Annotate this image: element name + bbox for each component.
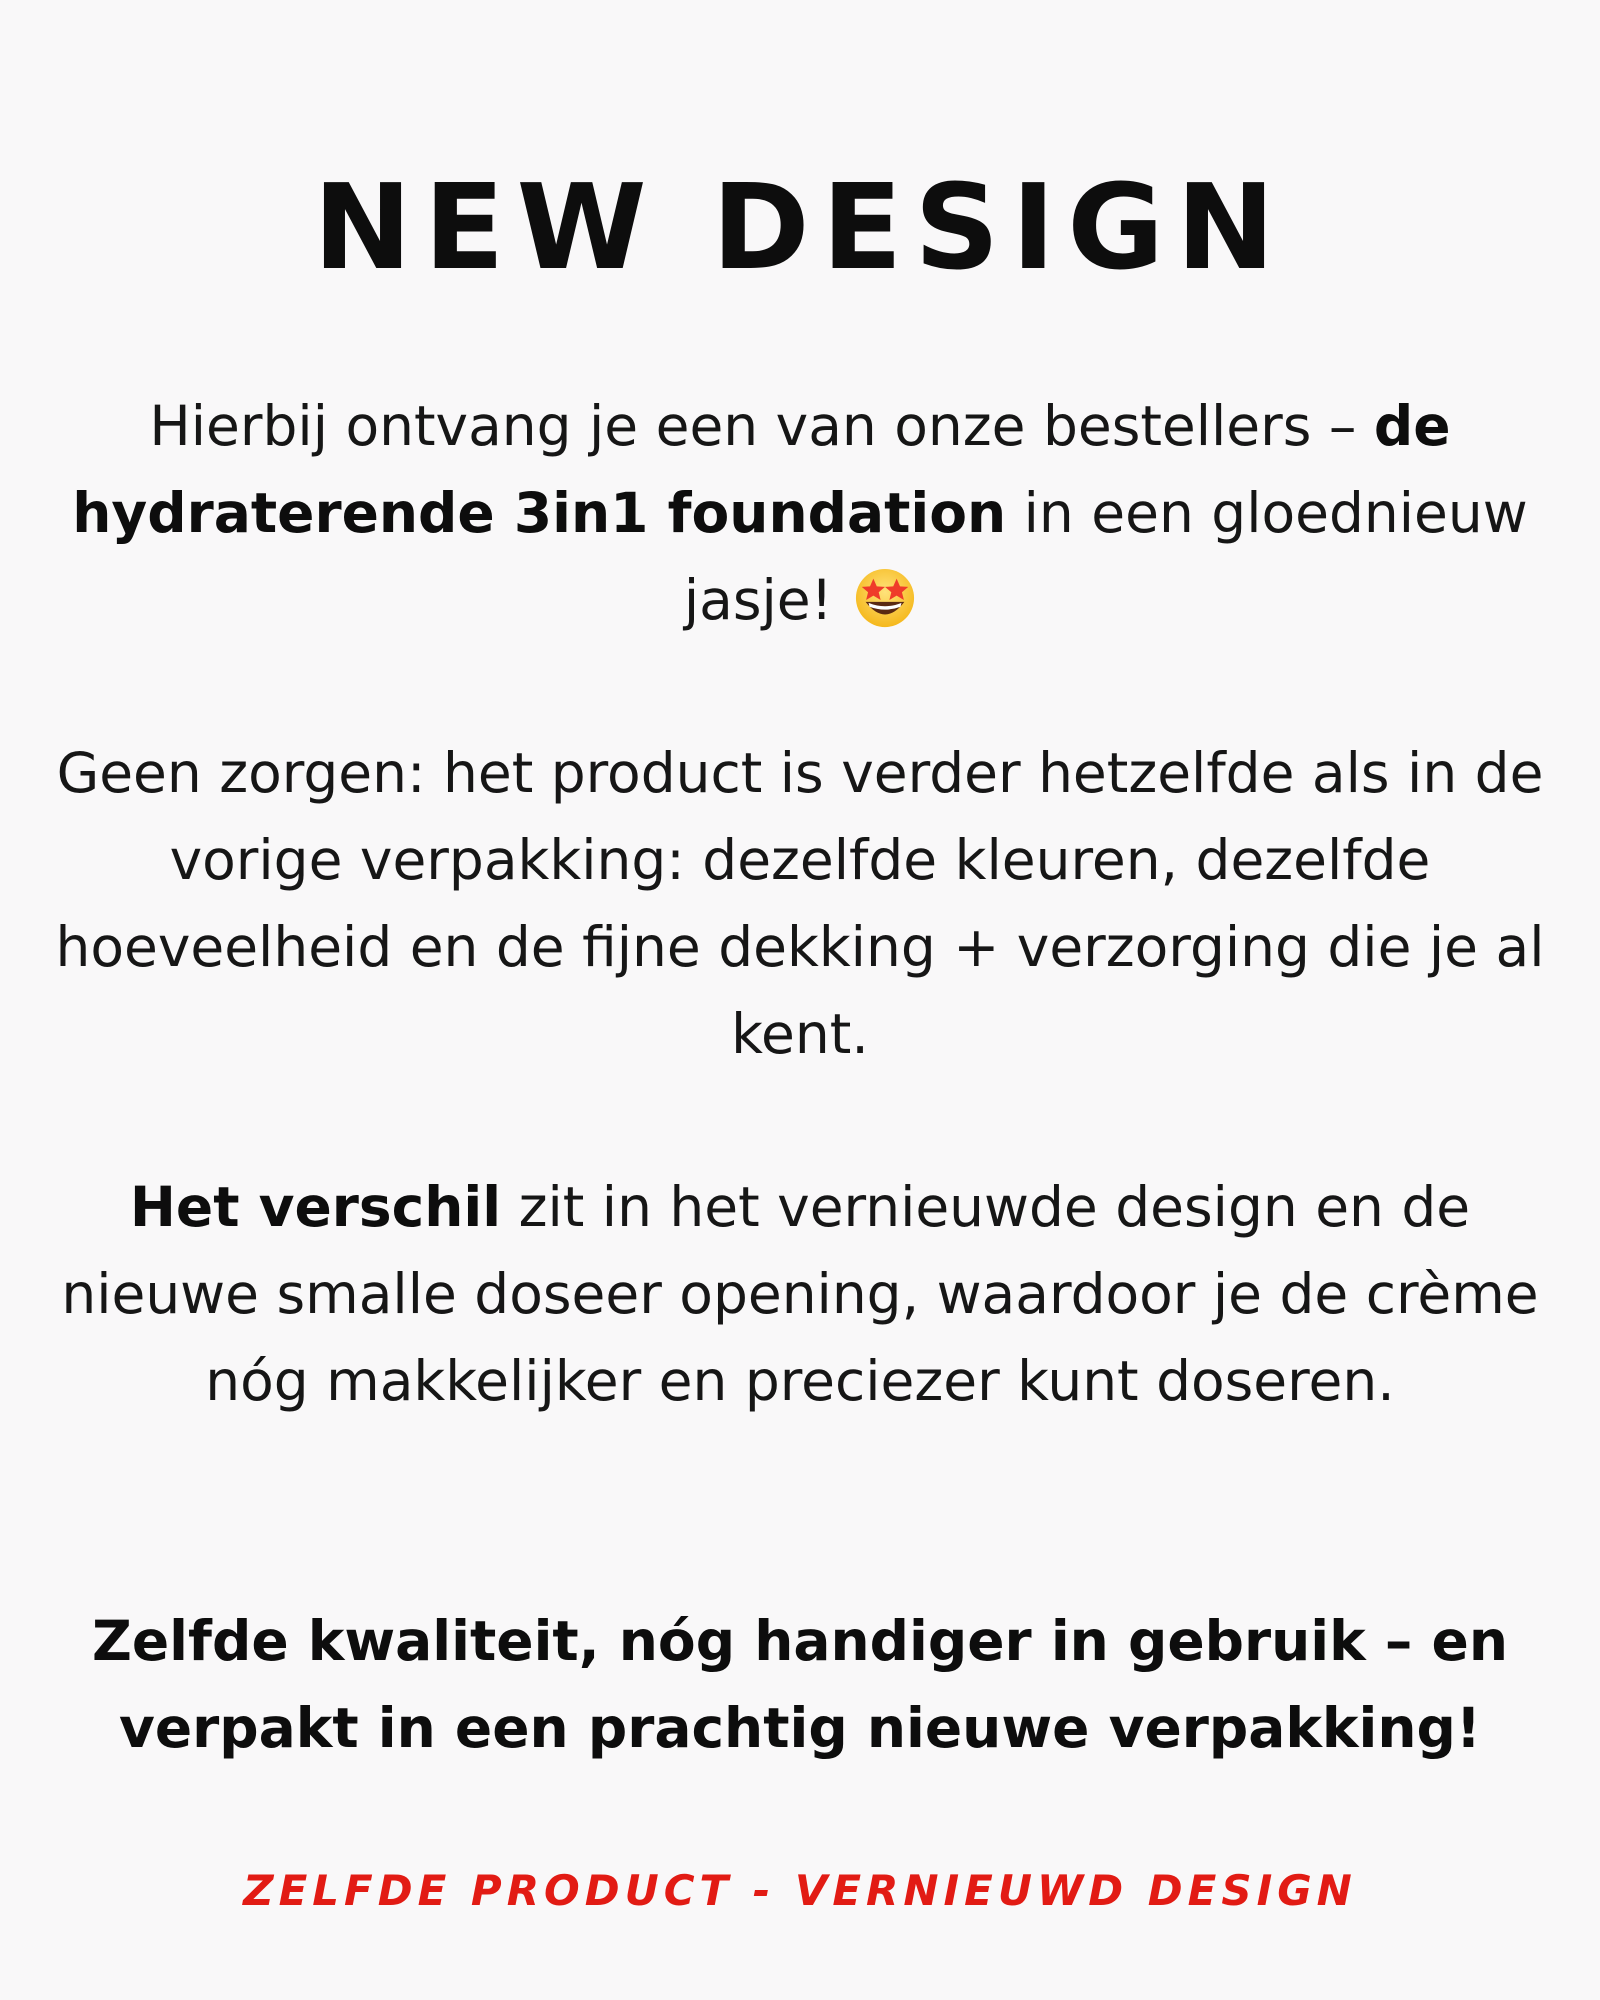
difference-heading: Het verschil — [129, 1175, 502, 1239]
tagline: ZELFDE PRODUCT - VERNIEUWD DESIGN — [243, 1866, 1357, 1915]
star-struck-emoji-icon — [854, 567, 916, 629]
intro-text-end: in een gloednieuw jasje! — [683, 481, 1528, 632]
intro-text-start: Hierbij ontvang je een van onze bestellers – — [149, 394, 1374, 458]
difference-paragraph — [50, 1164, 1550, 1425]
intro-product-name: de hydraterende 3in1 foundation — [72, 394, 1451, 545]
difference-text: zit in het vernieuwde design en de nieuwe smalle doseer opening, waardoor je de crème nóg makkelijker en preciezer kunt doseren. — [61, 1175, 1539, 1413]
summary-paragraph: Zelfde kwaliteit, nóg handiger in gebruik – en verpakt in een prachtig nieuwe verpakking! — [92, 1609, 1508, 1760]
intro-paragraph — [50, 383, 1550, 644]
page-title: NEW DESIGN — [313, 158, 1287, 296]
reassurance-paragraph: Geen zorgen: het product is verder hetzelfde als in de vorige verpakking: dezelfde kleuren, dezelfde hoeveelheid en de fijne dekking + verzorging die je al kent. — [55, 741, 1545, 1066]
